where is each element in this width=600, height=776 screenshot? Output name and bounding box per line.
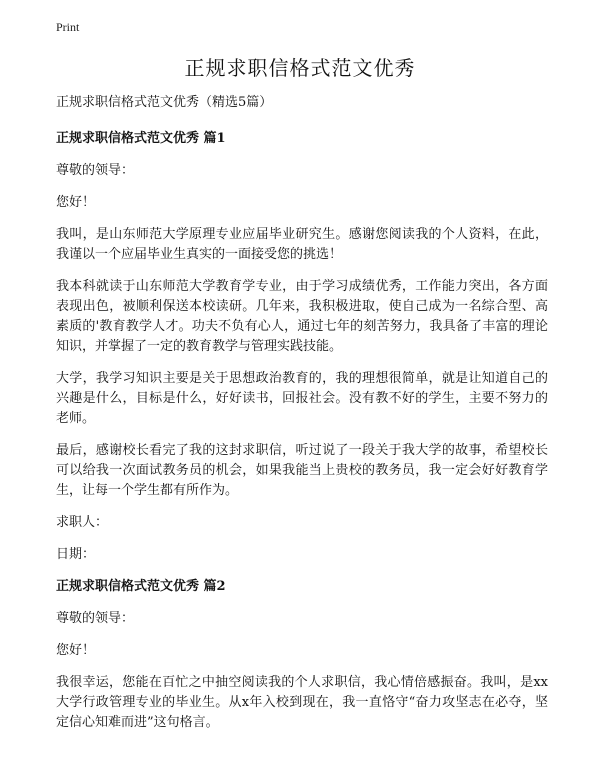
- date-line: 日期：: [56, 547, 96, 562]
- section-1: [56, 129, 548, 565]
- section-2: [56, 577, 548, 733]
- section-heading: 正规求职信格式范文优秀 篇1: [56, 131, 226, 146]
- section-heading: 正规求职信格式范文优秀 篇2: [56, 579, 226, 594]
- paragraph: 最后，感谢校长看完了我的这封求职信，听过说了一段关于我大学的故事，希望校长可以给我一次面试教务员的机会，如果我能当上贵校的教务员，我一定会好好教育学生，让每一个学生都有所作为。: [56, 443, 548, 498]
- document-subtitle: 正规求职信格式范文优秀（精选5篇）: [56, 95, 273, 110]
- paragraph: 我本科就读于山东师范大学教育学专业，由于学习成绩优秀，工作能力突出，各方面表现出色，被顺利保送本校读研。几年来，我积极进取，使自己成为一名综合型、高素质的'教育教学人才。功夫不负有心人，通过七年的刻苦努力，我具备了丰富的理论知识，并掌握了一定的教育教学与管理实践技能。: [56, 279, 548, 354]
- paragraph: 我叫，是山东师范大学原理专业应届毕业研究生。感谢您阅读我的个人资料，在此，我谨以一个应届毕业生真实的一面接受您的挑选！: [56, 227, 548, 262]
- document-title: 正规求职信格式范文优秀: [184, 56, 416, 80]
- salutation: 尊敬的领导：: [56, 163, 135, 178]
- greeting: 您好！: [56, 643, 96, 658]
- paragraph: 我很幸运，您能在百忙之中抽空阅读我的个人求职信，我心情倍感振奋。我叫，是xx大学行政管理专业的毕业生。从x年入校到现在，我一直恪守“奋力攻坚志在必夺，坚定信心知难而进”这句格言。: [56, 675, 548, 730]
- greeting: 您好！: [56, 195, 96, 210]
- paragraph: 大学，我学习知识主要是关于思想政治教育的，我的理想很简单，就是让知道自己的兴趣是什么，目标是什么，好好读书，回报社会。没有教不好的学生，主要不努力的老师。: [56, 371, 548, 426]
- applicant-line: 求职人：: [56, 515, 109, 530]
- salutation: 尊敬的领导：: [56, 611, 135, 626]
- document-body: [56, 93, 548, 745]
- print-label[interactable]: Print: [56, 20, 80, 34]
